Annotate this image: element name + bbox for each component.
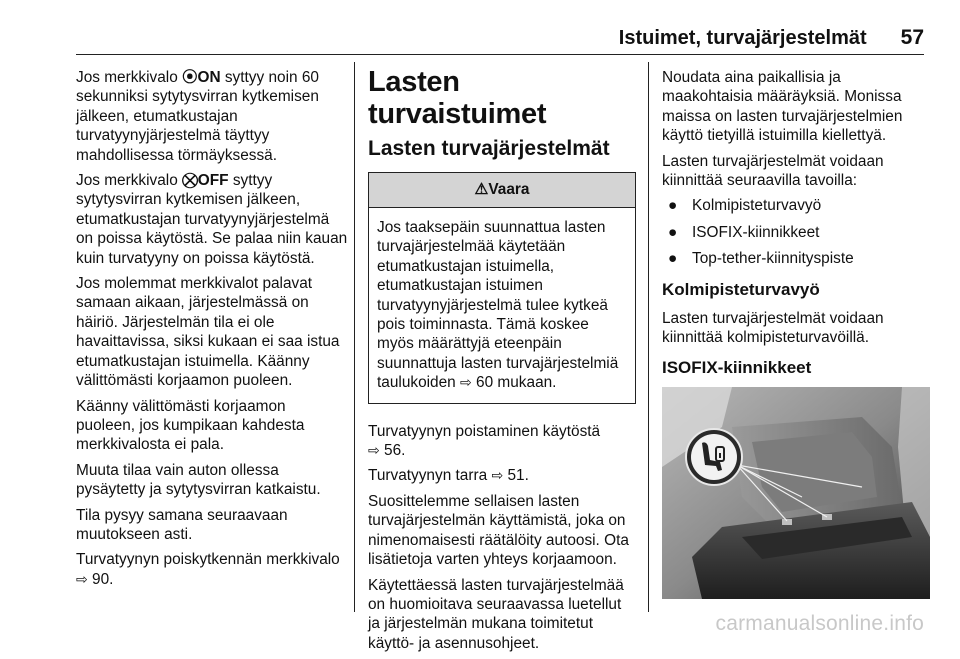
paragraph: Lasten turvajärjestelmät voidaan kiinnittää kolmipisteturvavöillä. [662, 309, 884, 347]
warning-body: Jos taaksepäin suunnattua lasten turvajärjestelmää käytetään etumatkustajan istuimella, etumatkustajan istuimen turvatyynyjärjestelmä tulee kytkeä pois toiminnasta. Tämä koskee myös määrättyjä eteenpäin suunnattuja lasten turvajärjestelmiä taulukoiden ⇨ 60 mukaan. [377, 219, 619, 392]
column-2 [368, 68, 636, 659]
warning-title: Vaara [488, 181, 530, 198]
page-reference-link[interactable]: 60 [476, 374, 494, 392]
isofix-seat-photo [662, 387, 930, 599]
column-3 [662, 68, 930, 599]
paragraph: Käytettäessä lasten turvajärjestelmää on huomioitava seuraavassa luetellut ja järjestelmän mukana toimitetut käyttö- ja asennusohjeet. [368, 576, 624, 652]
paragraph: Suosittelemme sellaisen lasten turvajärjestelmän käyttämistä, joka on nimenomaisesti räätälöity autoosi. Ota lisätietoja varten yhteys korjaamoon. [368, 492, 629, 569]
bullet-icon: ● [668, 250, 678, 268]
list-item: ● Kolmipisteturvavyö [668, 197, 822, 215]
paragraph: Turvatyynyn poiskytkennän merkkivalo ⇨ 90. [76, 551, 340, 588]
paragraph: Lasten turvajärjestelmät voidaan kiinnittää seuraavilla tavoilla: [662, 152, 884, 190]
page-reference-icon: ⇨ [368, 442, 380, 459]
page-reference-link[interactable]: 56. [384, 442, 406, 460]
page-number: 57 [900, 26, 924, 49]
paragraph: Tila pysyy samana seuraavaan muutokseen asti. [76, 506, 288, 543]
page-reference-link[interactable]: 90. [92, 570, 114, 588]
list-item: ● Top-tether-kiinnityspiste [668, 250, 854, 268]
warning-triangle-icon: ⚠ [474, 181, 489, 198]
page-reference-link[interactable]: 51. [507, 467, 529, 485]
watermark: carmanualsonline.info [715, 612, 924, 635]
subsection-heading: Lasten turvajärjestelmät [368, 137, 610, 160]
paragraph: Turvatyynyn poistaminen käytöstä ⇨ 56. [368, 422, 601, 460]
airbag-on-indicator-icon: ⦿ [182, 69, 198, 86]
page-reference-icon: ⇨ [460, 374, 472, 391]
header-title: Istuimet, turvajärjestelmät [618, 27, 867, 49]
paragraph: Muuta tilaa vain auton ollessa pysäytetty ja sytytysvirran katkaistu. [76, 461, 321, 499]
bullet-list [662, 196, 930, 268]
warning-header [369, 173, 635, 208]
bullet-icon: ● [668, 223, 678, 241]
subsection-heading: ISOFIX-kiinnikkeet [662, 358, 812, 378]
column-divider [648, 62, 649, 612]
paragraph: Jos merkkivalo ⦿ON syttyy noin 60 sekunniksi sytytysvirran kytkemisen jälkeen, etumatkustajan turvatyynyjärjestelmä täyttyy mahdollisessa törmäyksessä. [76, 69, 319, 164]
page-reference-icon: ⇨ [76, 570, 88, 587]
indicator-on-label: ON [197, 69, 221, 86]
bullet-icon: ● [668, 197, 678, 215]
warning-box [368, 172, 636, 404]
paragraph: Jos merkkivalo ⛒OFF syttyy sytytysvirran kytkemisen jälkeen, etumatkustajan turvatyynyjärjestelmä on poissa käytöstä. Se palaa niin kauan kuin turvatyyny on poissa käytöstä. [76, 172, 348, 267]
paragraph: Turvatyynyn tarra ⇨ 51. [368, 467, 529, 485]
indicator-off-label: OFF [197, 172, 229, 190]
paragraph: Käänny välittömästi korjaamon puoleen, jos kumpikaan kahdesta merkkivalosta ei pala. [76, 397, 305, 454]
isofix-illustration [662, 387, 930, 599]
page-reference-icon: ⇨ [491, 467, 504, 484]
paragraph: Noudata aina paikallisia ja maakohtaisia määräyksiä. Monissa maissa on lasten turvajärjestelmien käyttö tietyillä istuimilla kiellettyä. [662, 69, 903, 145]
list-item: ● ISOFIX-kiinnikkeet [668, 223, 820, 241]
paragraph: Jos molemmat merkkivalot palavat samaan aikaan, järjestelmässä on häiriö. Järjestelmän tila ei ole havaittavissa, siksi kukaan ei saa istua etumatkustajan istuimella. Käänny välittömästi korjaamon puoleen. [76, 275, 340, 390]
column-divider [354, 62, 355, 612]
section-heading: Lasten turvaistuimet [368, 66, 547, 130]
column-1 [76, 68, 348, 595]
airbag-off-indicator-icon: ⛒ [182, 172, 198, 190]
subsection-heading: Kolmipisteturvavyö [662, 279, 820, 299]
page-header [76, 22, 924, 55]
